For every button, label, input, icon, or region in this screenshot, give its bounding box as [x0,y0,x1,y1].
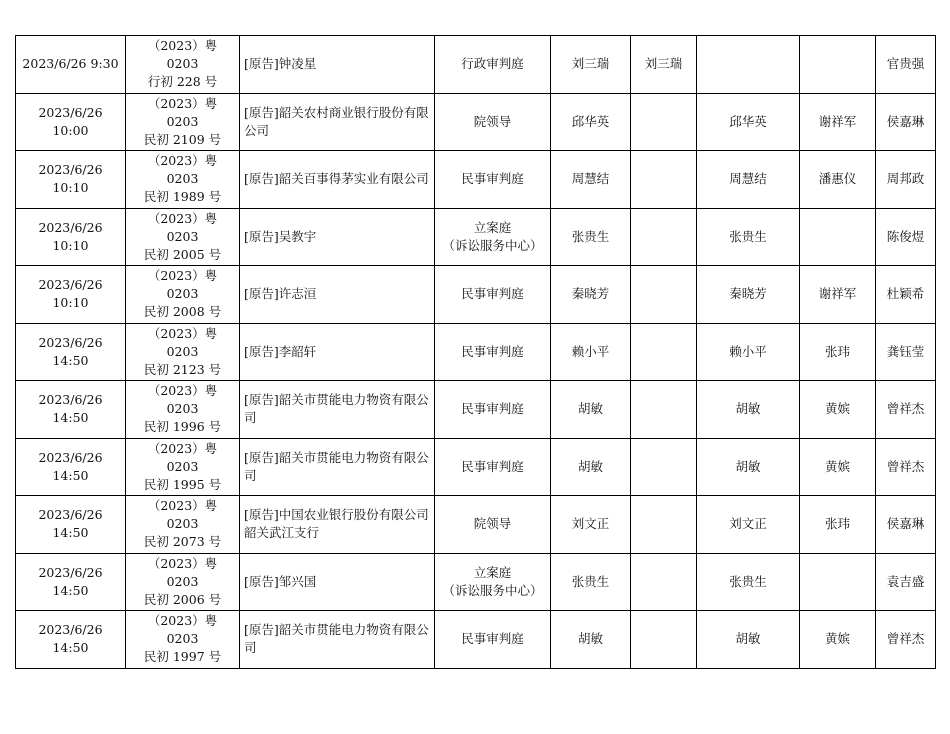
case-number-cell [126,381,240,439]
party-cell-text: [原告]韶关百事得茅实业有限公司 [244,171,429,187]
handling-judge-cell [697,381,800,439]
handling-judge-cell-text: 胡敏 [735,631,761,647]
handling-judge-cell-text: 邱华英 [729,113,767,129]
presiding-judge-cell [631,381,697,439]
department-cell-text: 民事审判庭 [461,631,524,647]
case-number-cell [126,151,240,209]
case-number-cell-text: 民初 1997 号 [143,649,222,665]
hearing-time-cell [16,266,126,324]
department-cell-text: 民事审判庭 [461,171,524,187]
hearing-time-cell [16,93,126,151]
panel-member-cell [800,36,876,94]
panel-member-cell-text: 黄嫔 [824,631,850,647]
table-row [16,36,936,94]
case-number-cell [126,496,240,554]
department-cell-text: （诉讼服务中心） [442,582,543,598]
clerk-cell [876,381,936,439]
handling-judge-cell [697,496,800,554]
presiding-judge-cell [631,93,697,151]
party-cell [240,553,435,611]
hearing-time-cell [16,381,126,439]
department-cell [435,553,551,611]
case-number-cell-text: 民初 2008 号 [143,304,222,320]
judge-cell-text: 张贵生 [571,228,610,244]
department-cell [435,323,551,381]
clerk-cell-text: 曾祥杰 [886,458,925,474]
department-cell-text: 立案庭 [473,219,512,235]
hearing-time-cell-text: 2023/6/26 14:50 [38,449,103,483]
department-cell-text: 行政审判庭 [461,56,524,72]
judge-cell [551,438,631,496]
clerk-cell-text: 陈俊煜 [886,228,925,244]
clerk-cell [876,266,936,324]
presiding-judge-cell [631,266,697,324]
hearing-time-cell [16,208,126,266]
hearing-time-cell-text: 2023/6/26 9:30 [22,56,119,72]
judge-cell [551,36,631,94]
party-cell-text: [原告]韶关市贯能电力物资有限公司 [244,392,429,426]
party-cell-text: [原告]吴教宇 [244,228,317,244]
party-cell-text: [原告]中国农业银行股份有限公司韶关武江支行 [244,507,429,541]
hearing-time-cell [16,496,126,554]
judge-cell-text: 胡敏 [577,458,603,474]
party-cell-text: [原告]李韶轩 [244,343,317,359]
clerk-cell-text: 官贵强 [886,56,925,72]
department-cell [435,611,551,669]
panel-member-cell-text: 张玮 [824,343,850,359]
hearing-schedule-table [15,35,936,669]
case-number-cell-text: 民初 2109 号 [143,131,222,147]
table-row [16,553,936,611]
case-number-cell-text: （2023）粤 0203 [147,95,218,129]
department-cell-text: 院领导 [473,113,512,129]
case-number-cell [126,323,240,381]
handling-judge-cell [697,611,800,669]
handling-judge-cell [697,208,800,266]
clerk-cell-text: 龚钰莹 [886,343,925,359]
handling-judge-cell-text: 胡敏 [735,401,761,417]
presiding-judge-cell [631,36,697,94]
party-cell-text: [原告]邹兴国 [244,573,317,589]
case-number-cell-text: （2023）粤 0203 [147,613,218,647]
table-row [16,381,936,439]
table-row [16,438,936,496]
handling-judge-cell-text: 胡敏 [735,458,761,474]
judge-cell-text: 周慧结 [571,171,610,187]
department-cell [435,93,551,151]
handling-judge-cell [697,438,800,496]
handling-judge-cell-text: 赖小平 [729,343,767,359]
handling-judge-cell-text: 刘文正 [729,516,767,532]
clerk-cell-text: 曾祥杰 [886,401,925,417]
department-cell-text: 民事审判庭 [461,343,524,359]
presiding-judge-cell [631,323,697,381]
judge-cell [551,208,631,266]
panel-member-cell [800,553,876,611]
judge-cell-text: 秦晓芳 [571,286,610,302]
department-cell [435,208,551,266]
case-number-cell-text: （2023）粤 0203 [147,440,218,474]
presiding-judge-cell [631,438,697,496]
party-cell [240,151,435,209]
table-row [16,266,936,324]
case-number-cell-text: （2023）粤 0203 [147,210,218,244]
clerk-cell [876,323,936,381]
panel-member-cell [800,438,876,496]
case-number-cell [126,266,240,324]
hearing-time-cell-text: 2023/6/26 14:50 [38,564,103,598]
panel-member-cell-text: 黄嫔 [824,401,850,417]
clerk-cell [876,36,936,94]
hearing-time-cell-text: 2023/6/26 10:00 [38,104,103,138]
judge-cell-text: 刘文正 [571,516,610,532]
clerk-cell [876,553,936,611]
panel-member-cell [800,323,876,381]
department-cell-text: 院领导 [473,516,512,532]
party-cell-text: [原告]韶关农村商业银行股份有限公司 [244,104,429,138]
panel-member-cell-text: 谢祥军 [818,113,857,129]
judge-cell [551,151,631,209]
judge-cell-text: 邱华英 [571,113,610,129]
department-cell-text: 民事审判庭 [461,401,524,417]
judge-cell [551,323,631,381]
judge-cell [551,496,631,554]
party-cell-text: [原告]许志洹 [244,286,317,302]
table-row [16,93,936,151]
clerk-cell-text: 杜颖希 [886,286,925,302]
party-cell [240,36,435,94]
hearing-time-cell [16,611,126,669]
party-cell [240,93,435,151]
clerk-cell-text: 曾祥杰 [886,631,925,647]
table-row [16,151,936,209]
department-cell [435,381,551,439]
presiding-judge-cell-text: 刘三瑞 [644,56,683,72]
judge-cell [551,93,631,151]
hearing-time-cell-text: 2023/6/26 10:10 [38,219,103,253]
clerk-cell [876,208,936,266]
hearing-time-cell [16,553,126,611]
hearing-time-cell [16,438,126,496]
department-cell [435,266,551,324]
panel-member-cell [800,208,876,266]
panel-member-cell-text: 潘惠仪 [818,171,857,187]
department-cell [435,36,551,94]
presiding-judge-cell [631,151,697,209]
case-number-cell-text: （2023）粤 0203 [147,325,218,359]
clerk-cell-text: 侯嘉琳 [886,113,925,129]
judge-cell-text: 赖小平 [571,343,610,359]
presiding-judge-cell [631,611,697,669]
hearing-time-cell-text: 2023/6/26 10:10 [38,277,103,311]
department-cell [435,496,551,554]
party-cell [240,208,435,266]
clerk-cell-text: 袁吉盛 [886,573,925,589]
judge-cell [551,611,631,669]
case-number-cell-text: （2023）粤 0203 [147,498,218,532]
party-cell [240,381,435,439]
handling-judge-cell [697,266,800,324]
clerk-cell-text: 周邦政 [886,171,925,187]
hearing-time-cell-text: 2023/6/26 14:50 [38,507,103,541]
case-number-cell [126,93,240,151]
case-number-cell-text: （2023）粤 0203 [147,555,218,589]
panel-member-cell [800,611,876,669]
hearing-time-cell-text: 2023/6/26 14:50 [38,622,103,656]
party-cell [240,496,435,554]
party-cell-text: [原告]韶关市贯能电力物资有限公司 [244,622,429,656]
table-row [16,496,936,554]
case-number-cell-text: （2023）粤 0203 [147,153,218,187]
presiding-judge-cell [631,208,697,266]
department-cell-text: 民事审判庭 [461,458,524,474]
handling-judge-cell [697,36,800,94]
panel-member-cell-text: 黄嫔 [824,458,850,474]
panel-member-cell [800,266,876,324]
panel-member-cell [800,381,876,439]
case-number-cell-text: 民初 1989 号 [143,189,222,205]
handling-judge-cell-text: 周慧结 [729,171,767,187]
panel-member-cell [800,496,876,554]
judge-cell [551,381,631,439]
panel-member-cell [800,93,876,151]
handling-judge-cell [697,93,800,151]
department-cell-text: 民事审判庭 [461,286,524,302]
case-number-cell-text: 民初 2005 号 [143,246,222,262]
case-number-cell [126,611,240,669]
handling-judge-cell-text: 张贵生 [729,228,767,244]
panel-member-cell-text: 谢祥军 [818,286,857,302]
department-cell-text: （诉讼服务中心） [442,237,543,253]
table-row [16,323,936,381]
panel-member-cell-text: 张玮 [824,516,850,532]
hearing-time-cell-text: 2023/6/26 14:50 [38,334,103,368]
clerk-cell-text: 侯嘉琳 [886,516,925,532]
judge-cell-text: 张贵生 [571,573,610,589]
case-number-cell-text: 民初 1996 号 [143,419,222,435]
case-number-cell [126,208,240,266]
clerk-cell [876,438,936,496]
clerk-cell [876,151,936,209]
handling-judge-cell [697,151,800,209]
case-number-cell-text: 民初 2123 号 [143,361,222,377]
party-cell-text: [原告]钟凌星 [244,56,317,72]
handling-judge-cell-text: 张贵生 [729,573,767,589]
clerk-cell [876,496,936,554]
handling-judge-cell-text: 秦晓芳 [729,286,767,302]
case-number-cell-text: （2023）粤 0203 [147,38,218,72]
table-row [16,611,936,669]
hearing-time-cell-text: 2023/6/26 14:50 [38,392,103,426]
department-cell-text: 立案庭 [473,564,512,580]
case-number-cell-text: （2023）粤 0203 [147,383,218,417]
party-cell-text: [原告]韶关市贯能电力物资有限公司 [244,449,429,483]
judge-cell [551,553,631,611]
party-cell [240,438,435,496]
hearing-time-cell [16,323,126,381]
case-number-cell-text: 民初 2006 号 [143,591,222,607]
party-cell [240,611,435,669]
hearing-time-cell [16,36,126,94]
party-cell [240,266,435,324]
presiding-judge-cell [631,553,697,611]
panel-member-cell [800,151,876,209]
judge-cell-text: 刘三瑞 [571,56,610,72]
case-number-cell-text: 民初 2073 号 [143,534,222,550]
department-cell [435,151,551,209]
case-number-cell [126,36,240,94]
case-number-cell [126,438,240,496]
presiding-judge-cell [631,496,697,554]
table-row [16,208,936,266]
hearing-time-cell-text: 2023/6/26 10:10 [38,162,103,196]
case-number-cell-text: （2023）粤 0203 [147,268,218,302]
case-number-cell-text: 行初 228 号 [147,74,218,90]
case-number-cell [126,553,240,611]
hearing-time-cell [16,151,126,209]
handling-judge-cell [697,323,800,381]
department-cell [435,438,551,496]
party-cell [240,323,435,381]
clerk-cell [876,611,936,669]
judge-cell [551,266,631,324]
case-number-cell-text: 民初 1995 号 [143,476,222,492]
handling-judge-cell [697,553,800,611]
table-body [16,36,936,669]
clerk-cell [876,93,936,151]
judge-cell-text: 胡敏 [577,401,603,417]
judge-cell-text: 胡敏 [577,631,603,647]
